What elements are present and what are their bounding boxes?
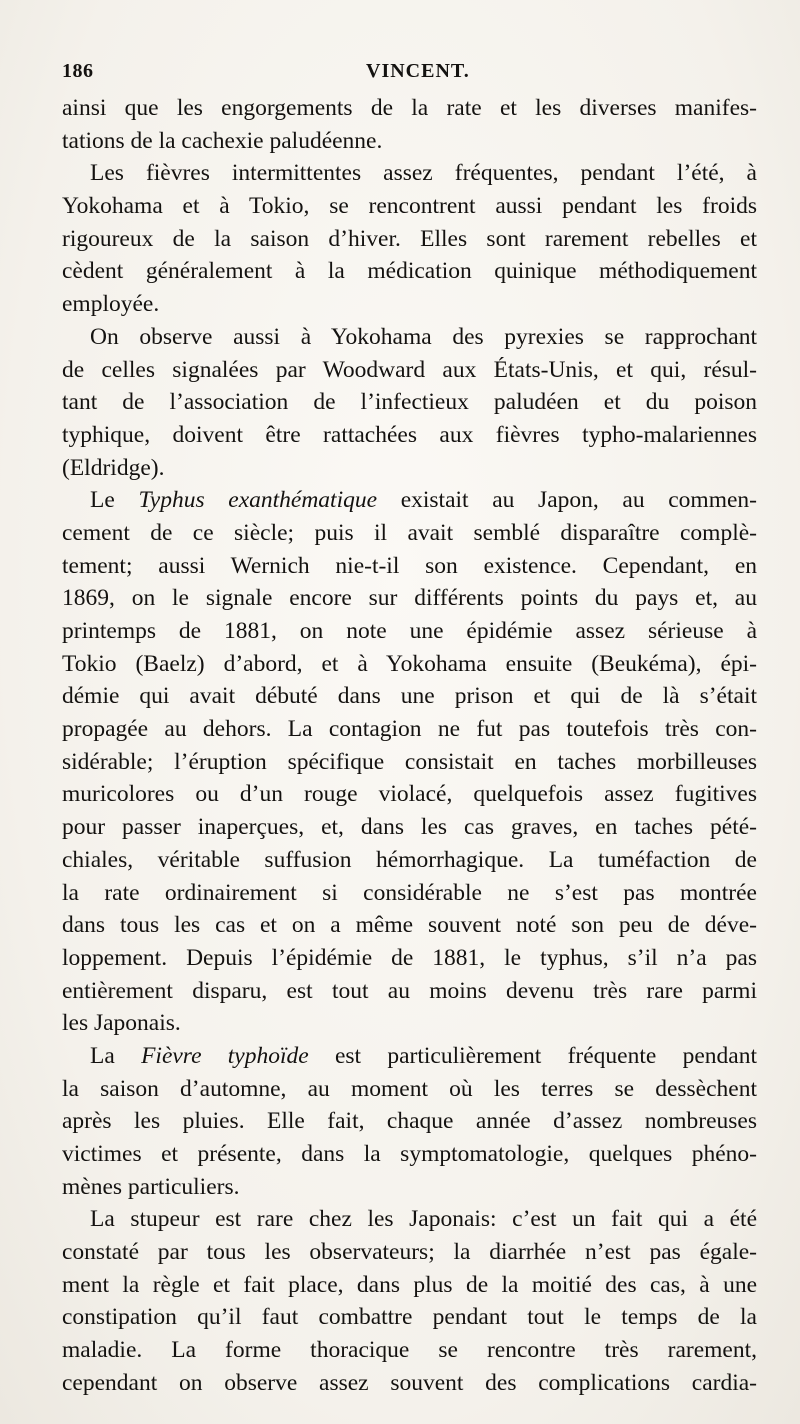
text-line: tement; aussi Wernich nie-t-il son existence. Cependant, en bbox=[62, 552, 757, 579]
text-line: de celles signalées par Woodward aux États-Unis, et qui, résul- bbox=[62, 356, 757, 383]
text-line: démie qui avait débuté dans une prison et qui de là s’était bbox=[62, 683, 757, 710]
text-line: muricolores ou d’un rouge violacé, quelquefois assez fugitives bbox=[62, 781, 757, 808]
running-head bbox=[62, 60, 746, 86]
running-title: VINCENT. bbox=[366, 60, 470, 82]
text-line: (Eldridge). bbox=[62, 454, 165, 481]
text-line: Yokohama et à Tokio, se rencontrent aussi pendant les froids bbox=[62, 193, 757, 220]
text-line: ment la règle et fait place, dans plus de la moitié des cas, à une bbox=[62, 1271, 757, 1298]
text-line: pour passer inaperçues, et, dans les cas graves, en taches pété- bbox=[62, 814, 757, 841]
text-line: tant de l’association de l’infectieux paludéen et du poison bbox=[62, 389, 757, 416]
text-line: loppement. Depuis l’épidémie de 1881, le typhus, s’il n’a pas bbox=[62, 944, 757, 971]
text-line: La stupeur est rare chez les Japonais: c’est un fait qui a été bbox=[90, 1206, 757, 1233]
body-text bbox=[62, 92, 757, 1400]
text-line: sidérable; l’éruption spécifique consistait en taches morbilleuses bbox=[62, 748, 757, 775]
text-line: maladie. La forme thoracique se rencontre très rarement, bbox=[62, 1337, 757, 1364]
text-line: rigoureux de la saison d’hiver. Elles sont rarement rebelles et bbox=[62, 225, 757, 252]
text-line: entièrement disparu, est tout au moins devenu très rare parmi bbox=[62, 977, 757, 1004]
text-line: la saison d’automne, au moment où les terres se dessèchent bbox=[62, 1075, 757, 1102]
text-run: existait au Japon, au commen- bbox=[377, 487, 757, 514]
text-line: ainsi que les engorgements de la rate et les diverses manifes- bbox=[62, 95, 757, 121]
text-line: On observe aussi à Yokohama des pyrexies se rapprochant bbox=[90, 323, 757, 350]
text-line: propagée au dehors. La contagion ne fut pas toutefois très con- bbox=[62, 716, 757, 743]
italic-term: Typhus exanthématique bbox=[138, 487, 378, 514]
text-line: employée. bbox=[62, 291, 160, 318]
text-line: typhique, doivent être rattachées aux fièvres typho-malariennes bbox=[62, 421, 757, 448]
text-run: Le bbox=[90, 487, 139, 514]
page-number: 186 bbox=[62, 60, 94, 82]
text-line: Tokio (Baelz) d’abord, et à Yokohama ensuite (Beukéma), épi- bbox=[62, 650, 757, 677]
text-line: tations de la cachexie paludéenne. bbox=[62, 127, 383, 154]
text-line: cement de ce siècle; puis il avait semblé disparaître complè- bbox=[62, 519, 757, 546]
text-line bbox=[62, 1040, 757, 1073]
text-line: cependant on observe assez souvent des complications cardia- bbox=[62, 1369, 757, 1396]
text-line: les Japonais. bbox=[62, 1010, 181, 1037]
text-line: la rate ordinairement si considérable ne s’est pas montrée bbox=[62, 879, 757, 906]
text-line: cèdent généralement à la médication quinique méthodiquement bbox=[62, 258, 757, 285]
text-run: La bbox=[90, 1042, 142, 1069]
text-line: constaté par tous les observateurs; la diarrhée n’est pas égale- bbox=[62, 1239, 757, 1266]
text-line: mènes particuliers. bbox=[62, 1173, 240, 1200]
text-line: victimes et présente, dans la symptomatologie, quelques phéno- bbox=[62, 1141, 757, 1167]
text-line: dans tous les cas et on a même souvent noté son peu de déve- bbox=[62, 912, 757, 939]
text-line: Les fièvres intermittentes assez fréquentes, pendant l’été, à bbox=[90, 160, 757, 187]
text-line: printemps de 1881, on note une épidémie assez sérieuse à bbox=[62, 618, 757, 644]
text-line bbox=[62, 484, 757, 517]
text-line: constipation qu’il faut combattre pendant tout le temps de la bbox=[62, 1304, 757, 1331]
text-run: est particulièrement fréquente pendant bbox=[308, 1042, 757, 1069]
text-line: 1869, on le signale encore sur différents points du pays et, au bbox=[62, 585, 757, 612]
italic-term: Fièvre typhoïde bbox=[141, 1042, 309, 1069]
text-line: après les pluies. Elle fait, chaque année d’assez nombreuses bbox=[62, 1108, 757, 1135]
text-line: chiales, véritable suffusion hémorrhagique. La tuméfaction de bbox=[62, 846, 757, 873]
